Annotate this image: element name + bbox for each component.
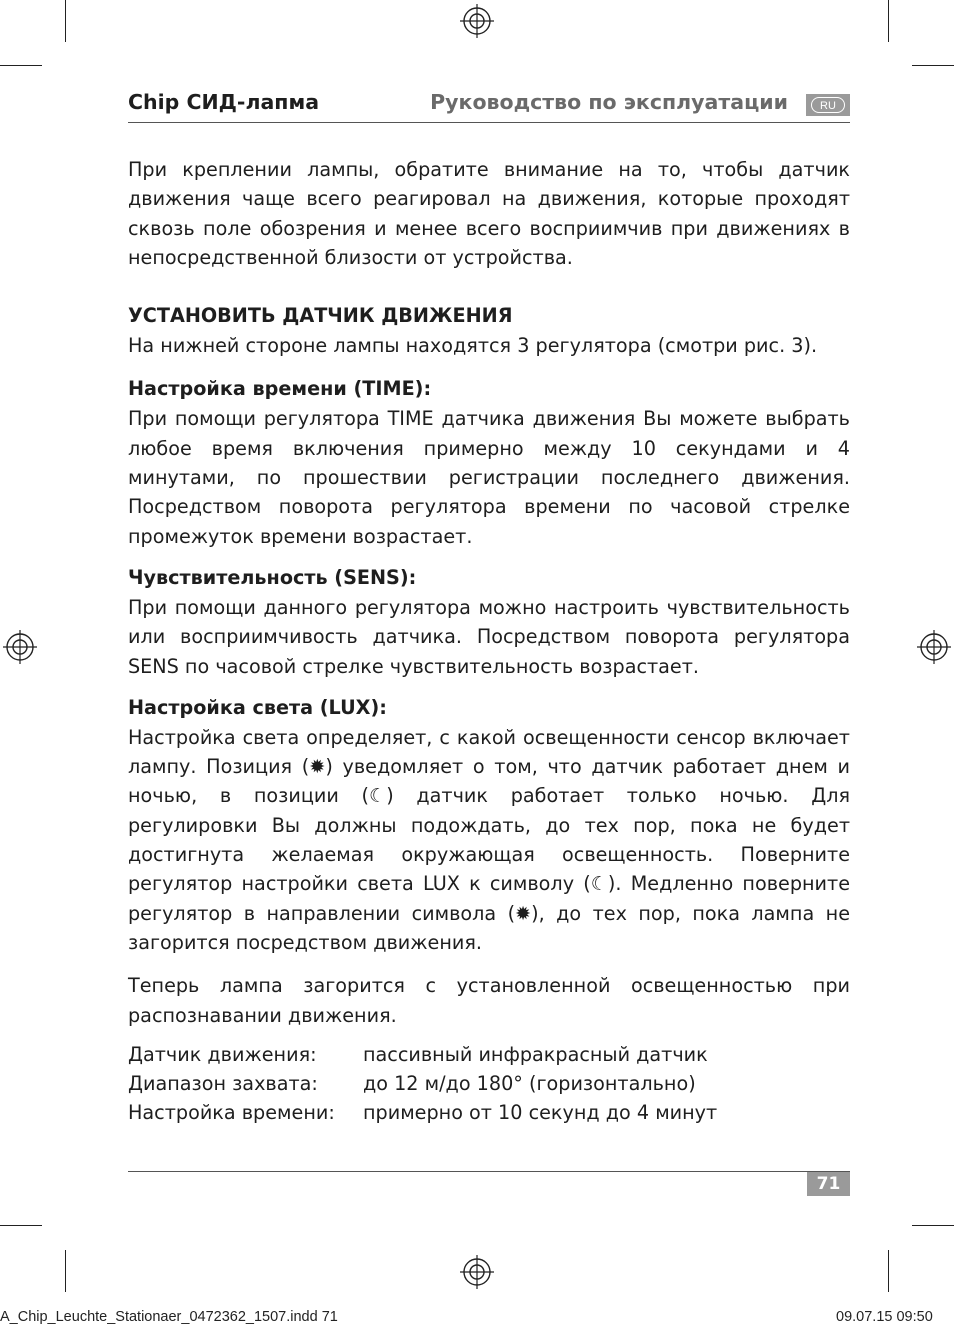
slug-datetime: 09.07.15 09:50 bbox=[836, 1309, 933, 1325]
crop-mark bbox=[65, 0, 66, 42]
sens-heading: Чувствительность (SENS): bbox=[128, 565, 417, 589]
crop-mark bbox=[888, 0, 889, 42]
time-heading: Настройка времени (TIME): bbox=[128, 377, 432, 401]
crop-mark bbox=[888, 1250, 889, 1292]
crop-mark bbox=[0, 65, 42, 66]
spec-value: до 12 м/до 180° (горизонтально) bbox=[363, 1072, 696, 1096]
spec-label: Настройка времени: bbox=[128, 1101, 335, 1125]
registration-mark-icon bbox=[459, 3, 495, 39]
sens-paragraph: При помощи данного регулятора можно настроить чувствительность или восприимчивость датчика. Посредством поворота регулятора SENS по часовой стрелке чувствительность возрастает. bbox=[128, 595, 850, 678]
registration-mark-icon bbox=[2, 629, 38, 665]
spec-value: пассивный инфракрасный датчик bbox=[363, 1042, 708, 1066]
spec-table bbox=[128, 1040, 850, 1128]
page-number: 71 bbox=[807, 1172, 850, 1196]
lux-heading: Настройка света (LUX): bbox=[128, 695, 387, 719]
spec-row bbox=[128, 1069, 850, 1098]
language-badge bbox=[806, 94, 850, 116]
slug-filename: A_Chip_Leuchte_Stationaer_0472362_1507.indd 71 bbox=[0, 1309, 338, 1325]
closing-paragraph: Теперь лампа загорится с установленной освещенностью при распознавании движения. bbox=[128, 974, 850, 1027]
section-lead: На нижней стороне лампы находятся 3 регулятора (смотри рис. 3). bbox=[128, 334, 818, 358]
registration-mark-icon bbox=[916, 629, 952, 665]
spec-label: Датчик движения: bbox=[128, 1042, 317, 1066]
product-name: Chip СИД-лапма bbox=[128, 90, 320, 114]
spec-value: примерно от 10 секунд до 4 минут bbox=[363, 1101, 718, 1125]
intro-paragraph: При креплении лампы, обратите внимание на то, чтобы датчик движения чаще всего реагировал на движения, которые проходят сквозь поле обозрения и менее всего восприимчив при движениях в непосредственной близости от устройства. bbox=[128, 158, 850, 269]
lux-paragraph: Настройка света определяет, с какой освещенности сенсор включает лампу. Позиция (✹) уведомляет о том, что датчик работает днем и ночью, в позиции (☾) датчик работает только ночью. Для регулировки Вы должны подождать, до тех пор, пока не будет достигнута желаемая окружающая освещенность. Поверните регулятор настройки света LUX к символу (☾). Медленно поверните регулятор в направлении символа (✹), до тех пор, пока лампа не загорится посредством движения. bbox=[128, 725, 850, 954]
page-content bbox=[128, 155, 850, 1128]
time-paragraph: При помощи регулятора TIME датчика движения Вы можете выбрать любое время включения примерно между 10 секундами и 4 минутами, по прошествии регистрации последнего движения. Посредством поворота регулятора времени по часовой стрелке промежуток времени возрастает. bbox=[128, 407, 850, 548]
crop-mark bbox=[912, 1225, 954, 1226]
language-code: RU bbox=[811, 97, 845, 113]
registration-mark-icon bbox=[459, 1254, 495, 1290]
crop-mark bbox=[912, 65, 954, 66]
spec-label: Диапазон захвата: bbox=[128, 1072, 318, 1096]
crop-mark bbox=[65, 1250, 66, 1292]
page-header bbox=[128, 88, 850, 123]
footer-divider bbox=[128, 1171, 850, 1172]
spec-row bbox=[128, 1040, 850, 1069]
section-title: УСТАНОВИТЬ ДАТЧИК ДВИЖЕНИЯ bbox=[128, 304, 513, 328]
manual-title: Руководство по эксплуатации bbox=[430, 90, 788, 114]
spec-row bbox=[128, 1098, 850, 1127]
crop-mark bbox=[0, 1225, 42, 1226]
